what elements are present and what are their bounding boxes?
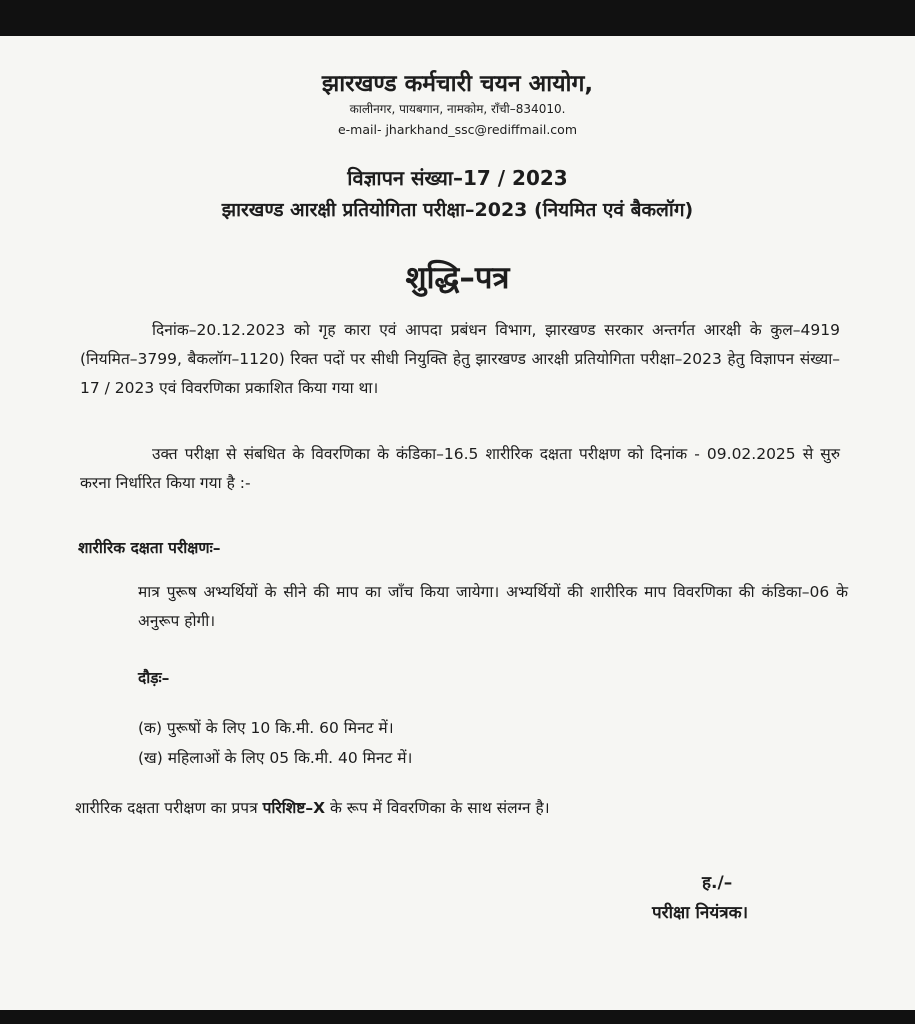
advertisement-number: विज्ञापन संख्या–17 / 2023 — [347, 166, 568, 190]
bottom-black-bar — [0, 1010, 915, 1024]
pet-heading: शारीरिक दक्षता परीक्षणः– — [78, 539, 221, 557]
exam-title: झारखण्ड आरक्षी प्रतियोगिता परीक्षा–2023 (नियमित एवं बैकलॉग) — [221, 199, 694, 221]
document-title: शुद्धि–पत्र — [405, 260, 510, 296]
run-men: (क) पुरूषों के लिए 10 कि.मी. 60 मिनट में। — [138, 719, 394, 737]
paragraph-intro: दिनांक–20.12.2023 को गृह कारा एवं आपदा प्रबंधन विभाग, झारखण्ड सरकार अन्तर्गत आरक्षी के कुल–4919 (नियमित–3799, बैकलॉग–1120) रिक्त पदों पर सीधी नियुक्ति हेतु झारखण्ड आरक्षी प्रतियोगिता परीक्षा–2023 हेतु विज्ञापन संख्या–17 / 2023 एवं विवरणिका प्रकाशित किया गया था। — [80, 321, 840, 397]
annexure-pre: शारीरिक दक्षता परीक्षण का प्रपत्र — [75, 799, 263, 817]
pet-description: मात्र पुरूष अभ्यर्थियों के सीने की माप का जाँच किया जायेगा। अभ्यर्थियों की शारीरिक माप विवरणिका की कंडिका–06 के अनुरूप होगी। — [138, 583, 848, 630]
annexure-post: के रूप में विवरणिका के साथ संलग्न है। — [325, 799, 550, 817]
organization-address: कालीनगर, पायबगान, नामकोम, राँची–834010. — [349, 102, 566, 116]
top-black-bar — [0, 0, 915, 36]
signature: ह./– — [702, 873, 733, 893]
paragraph-schedule: उक्त परीक्षा से संबधित के विवरणिका के कंडिका–16.5 शारीरिक दक्षता परीक्षण को दिनांक - 09.02.2025 से सुरु करना निर्धारित किया गया है :- — [80, 445, 840, 492]
notice-document — [0, 36, 915, 1010]
annexure-ref: परिशिष्ट–X — [262, 799, 326, 817]
organization-name: झारखण्ड कर्मचारी चयन आयोग, — [321, 71, 594, 97]
run-heading: दौड़ः– — [138, 669, 170, 687]
run-women: (ख) महिलाओं के लिए 05 कि.मी. 40 मिनट में। — [138, 749, 413, 767]
organization-email: e-mail- jharkhand_ssc@rediffmail.com — [337, 122, 577, 137]
annexure-note — [75, 796, 550, 818]
signatory-designation: परीक्षा नियंत्रक। — [652, 903, 749, 923]
